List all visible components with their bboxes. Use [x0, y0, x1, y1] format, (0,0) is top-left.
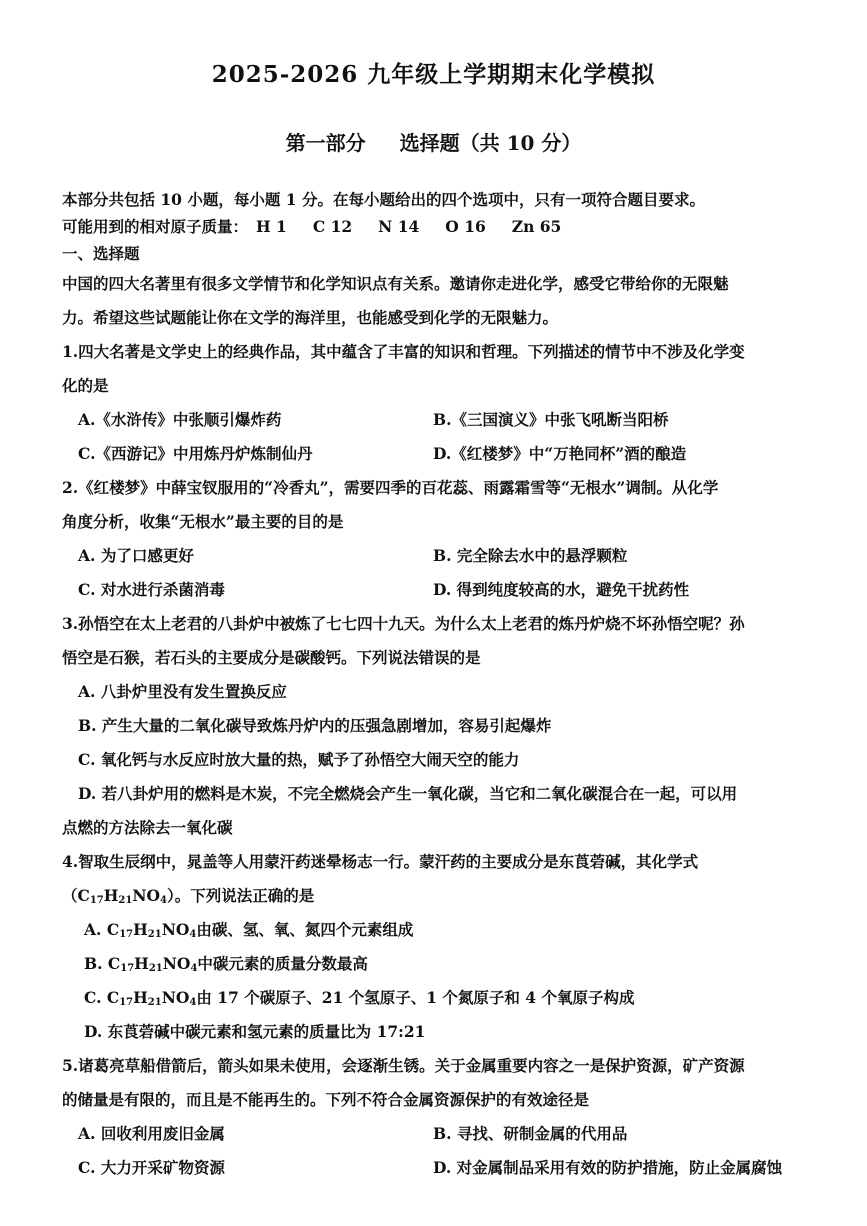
formula-o: O — [175, 988, 190, 1007]
formula-n: N — [162, 954, 177, 973]
formula-o: O — [146, 886, 161, 905]
question-stem: 5.诸葛亮草船借箭后，箭头如果未使用，会逐渐生锈。关于金属重要内容之一是保护资源，矿产资源 — [62, 1056, 745, 1075]
formula-h: H — [103, 886, 119, 905]
option-d: D. 若八卦炉用的燃料是木炭，不完全燃烧会产生一氧化碳，当它和二氧化碳混合在一起，可以用 — [78, 784, 738, 803]
section-type: 选择题（共 10 分） — [399, 131, 582, 155]
option-a — [62, 913, 822, 947]
option-text: 由碳、氢、氧、氮四个元素组成 — [196, 920, 414, 939]
intro-line-2: 力。希望这些试题能让你在文学的海洋里，也能感受到化学的无限魅力。 — [62, 308, 559, 327]
question-stem: 4.智取生辰纲中，晁盖等人用蒙汗药迷晕杨志一行。蒙汗药的主要成分是东莨菪碱，其化学式 — [62, 852, 699, 871]
formula-n: N — [132, 886, 147, 905]
option-d: D. 得到纯度较高的水，避免干扰药性 — [433, 580, 690, 599]
option-c: C. 对水进行杀菌消毒 — [78, 580, 225, 599]
formula-o-count: 4 — [160, 895, 167, 906]
exam-body — [62, 186, 822, 1185]
formula-o-count: 4 — [189, 929, 197, 940]
option-c — [62, 981, 822, 1015]
option-c: C.《西游记》中用炼丹炉炼制仙丹 — [78, 444, 313, 463]
option-d-cont: 点燃的方法除去一氧化碳 — [62, 818, 233, 837]
formula-n: N — [161, 920, 176, 939]
formula-n: N — [161, 988, 176, 1007]
atomic-mass-h: H 1 — [256, 217, 287, 236]
option-b — [62, 947, 822, 981]
formula-c: C — [107, 954, 121, 973]
option-b: B. 完全除去水中的悬浮颗粒 — [433, 546, 628, 565]
formula-h-count: 21 — [147, 929, 162, 940]
question-1 — [62, 335, 822, 471]
option-a: A.《水浒传》中张顺引爆炸药 — [78, 410, 282, 429]
instructions-line: 本部分共包括 10 小题，每小题 1 分。在每小题给出的四个选项中，只有一项符合题目要求。 — [62, 190, 705, 209]
atomic-mass-c: C 12 — [312, 217, 353, 236]
formula-o-count: 4 — [189, 997, 197, 1008]
atomic-mass-o: O 16 — [445, 217, 486, 236]
question-stem-cont: 悟空是石猴，若石头的主要成分是碳酸钙。下列说法错误的是 — [62, 648, 481, 667]
option-letter: C. — [84, 988, 102, 1007]
question-3 — [62, 607, 822, 845]
formula-c-count: 17 — [119, 997, 134, 1008]
question-stem-cont: 化的是 — [62, 376, 109, 395]
question-4 — [62, 845, 822, 1049]
formula-c-count: 17 — [89, 895, 104, 906]
formula-close: ）。下列说法正确的是 — [167, 886, 315, 905]
question-stem-cont: 角度分析，收集“无根水”最主要的目的是 — [62, 512, 344, 531]
intro-line-1: 中国的四大名著里有很多文学情节和化学知识点有关系。邀请你走进化学，感受它带给你的无限魅 — [62, 274, 729, 293]
exam-title: 2025-2026 九年级上学期期末化学模拟 — [211, 61, 656, 88]
option-b: B. 产生大量的二氧化碳导致炼丹炉内的压强急剧增加，容易引起爆炸 — [78, 716, 552, 735]
question-stem: 2.《红楼梦》中薛宝钗服用的“冷香丸”，需要四季的百花蕊、雨露霜雪等“无根水”调制。从化学 — [62, 478, 719, 497]
atomic-mass-label: 可能用到的相对原子质量： — [62, 217, 249, 236]
atomic-mass-n: N 14 — [378, 217, 420, 236]
formula-h-count: 21 — [147, 997, 162, 1008]
option-b: B.《三国演义》中张飞吼断当阳桥 — [433, 410, 669, 429]
formula-c: C — [106, 988, 120, 1007]
option-a: A. 八卦炉里没有发生置换反应 — [78, 682, 287, 701]
section-heading — [0, 127, 867, 156]
question-stem: 3.孙悟空在太上老君的八卦炉中被炼了七七四十九天。为什么太上老君的炼丹炉烧不坏孙悟空呢？孙 — [62, 614, 745, 633]
formula-h: H — [133, 920, 148, 939]
option-c: C. 大力开采矿物资源 — [78, 1158, 225, 1177]
option-b: B. 寻找、研制金属的代用品 — [433, 1124, 628, 1143]
formula-c-count: 17 — [120, 963, 135, 974]
option-d: D. 对金属制品采用有效的防护措施，防止金属腐蚀 — [433, 1158, 783, 1177]
formula-open: （C — [62, 886, 90, 905]
option-letter: B. — [84, 954, 103, 973]
formula-h: H — [133, 988, 148, 1007]
formula-h-count: 21 — [118, 895, 133, 906]
option-c: C. 氧化钙与水反应时放大量的热，赋予了孙悟空大闹天空的能力 — [78, 750, 520, 769]
option-a: A. 回收利用废旧金属 — [78, 1124, 225, 1143]
question-stem-formula — [62, 879, 822, 913]
part-heading: 一、选择题 — [62, 244, 140, 263]
option-d: D.《红楼梦》中“万艳同杯”酒的酿造 — [433, 444, 687, 463]
option-text: 由 17 个碳原子、21 个氢原子、1 个氮原子和 4 个氧原子构成 — [196, 988, 635, 1007]
atomic-mass-line — [62, 213, 822, 240]
question-5 — [62, 1049, 822, 1185]
option-d: D. 东莨菪碱中碳元素和氢元素的质量比为 17:21 — [84, 1022, 426, 1041]
formula-c-count: 17 — [119, 929, 134, 940]
formula-h: H — [134, 954, 149, 973]
section-name: 第一部分 — [285, 131, 366, 155]
formula-c: C — [106, 920, 120, 939]
formula-o: O — [175, 920, 190, 939]
atomic-mass-zn: Zn 65 — [511, 217, 562, 236]
formula-h-count: 21 — [148, 963, 163, 974]
option-letter: A. — [84, 920, 102, 939]
formula-o-count: 4 — [190, 963, 198, 974]
question-stem: 1.四大名著是文学史上的经典作品，其中蕴含了丰富的知识和哲理。下列描述的情节中不涉及化学变 — [62, 342, 745, 361]
formula-o: O — [176, 954, 191, 973]
option-a: A. 为了口感更好 — [78, 546, 194, 565]
question-stem-cont: 的储量是有限的，而且是不能再生的。下列不符合金属资源保护的有效途径是 — [62, 1090, 590, 1109]
question-2 — [62, 471, 822, 607]
option-text: 中碳元素的质量分数最高 — [197, 954, 368, 973]
